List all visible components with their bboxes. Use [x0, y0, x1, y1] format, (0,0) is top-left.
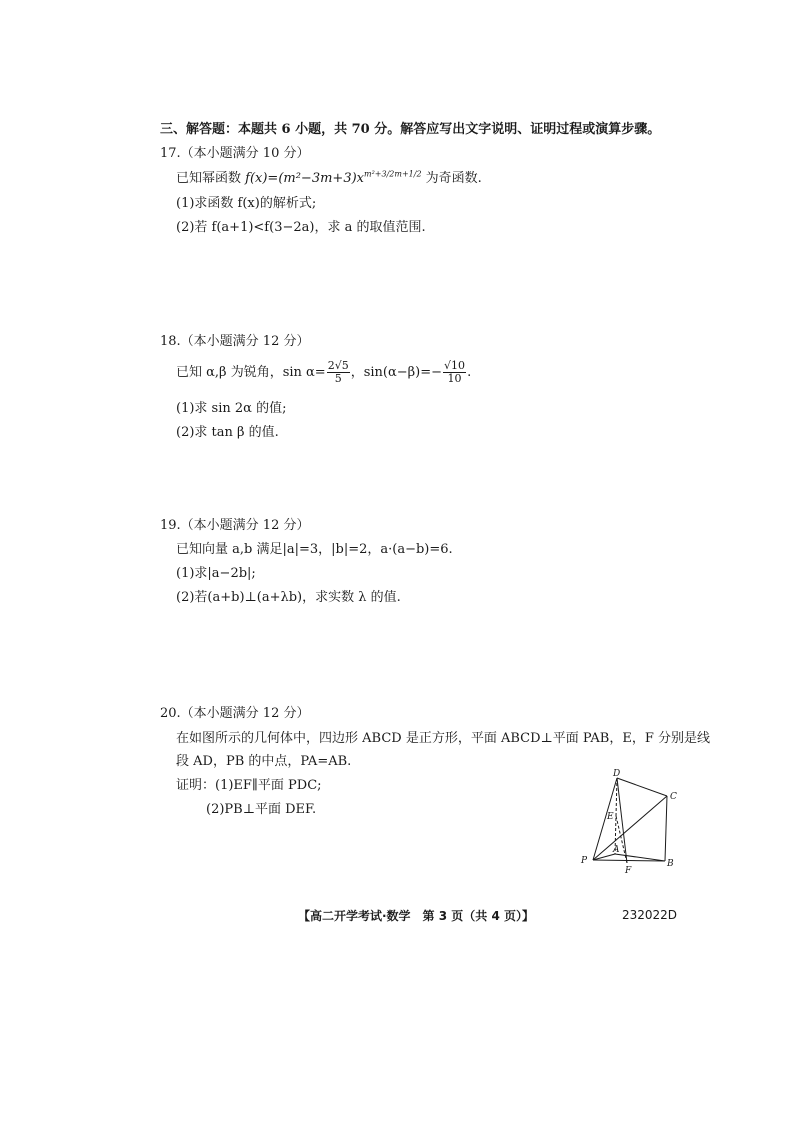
q18-fraction-2: [443, 360, 466, 385]
q18-part1: (1)求 sin 2α 的值;: [176, 401, 287, 416]
label-E: E: [607, 812, 614, 822]
q20-title: 20.（本小题满分 12 分）: [160, 706, 310, 721]
q17-stem-exp: m²+3/2m+1/2: [364, 169, 422, 179]
exam-code: 232022D: [622, 908, 678, 922]
q20-stem-line1: 在如图所示的几何体中，四边形 ABCD 是正方形，平面 ABCD⊥平面 PAB，E，F 分别是线: [176, 731, 710, 746]
page-footer-title: 【高二开学考试·数学 第 3 页（共 4 页）】: [298, 909, 534, 923]
label-F: F: [625, 866, 632, 876]
section-heading: 三、解答题：本题共 6 小题，共 70 分。解答应写出文字说明、证明过程或演算步骤。: [160, 122, 661, 137]
q17-part1: (1)求函数 f(x)的解析式;: [176, 196, 317, 211]
q19-part1: (1)求|a−2b|;: [176, 566, 256, 581]
q17-stem-pre: 已知幂函数: [176, 171, 246, 186]
edge-EF-hidden: [616, 816, 627, 863]
q20-stem-line2: 段 AD，PB 的中点，PA=AB.: [176, 754, 352, 769]
label-C: C: [670, 792, 677, 802]
q20-geometry-figure: [575, 766, 685, 878]
q20-part1: 证明：(1)EF∥平面 PDC;: [176, 778, 322, 793]
edge-CB: [665, 796, 667, 861]
q18-stem-b: ，sin(α−β)=−: [350, 365, 443, 380]
q17-part2: (2)若 f(a+1)<f(3−2a)，求 a 的取值范围.: [176, 220, 426, 235]
q19-part2: (2)若(a+b)⊥(a+λb)，求实数 λ 的值.: [176, 590, 401, 605]
q18-stem-a: 已知 α,β 为锐角，sin α=: [176, 365, 326, 380]
q17-stem-post: 为奇函数.: [421, 171, 482, 186]
q18-stem: [176, 360, 471, 385]
q17-stem: [176, 167, 482, 186]
label-D: D: [613, 769, 621, 779]
q18-frac1-den: 5: [334, 372, 342, 385]
q19-stem: 已知向量 a,b 满足|a|=3，|b|=2，a·(a−b)=6.: [176, 542, 453, 557]
q18-frac1-num: 2√5: [327, 359, 349, 372]
q19-title: 19.（本小题满分 12 分）: [160, 518, 310, 533]
label-A: A: [613, 845, 620, 855]
edge-PC: [593, 796, 667, 860]
q20-part2: (2)PB⊥平面 DEF.: [206, 802, 317, 817]
q17-stem-func: f(x)=(m²−3m+3)x: [245, 171, 364, 186]
q18-stem-c: .: [467, 365, 472, 380]
label-P: P: [581, 856, 588, 866]
q18-part2: (2)求 tan β 的值.: [176, 425, 279, 440]
edge-DC: [617, 778, 667, 796]
label-B: B: [667, 859, 674, 869]
q17-title: 17.（本小题满分 10 分）: [160, 146, 310, 161]
edge-PB: [593, 860, 665, 861]
q18-title: 18.（本小题满分 12 分）: [160, 334, 310, 349]
q18-fraction-1: [327, 360, 350, 385]
q18-frac2-den: 10: [447, 372, 462, 385]
q18-frac2-num: √10: [444, 359, 466, 372]
